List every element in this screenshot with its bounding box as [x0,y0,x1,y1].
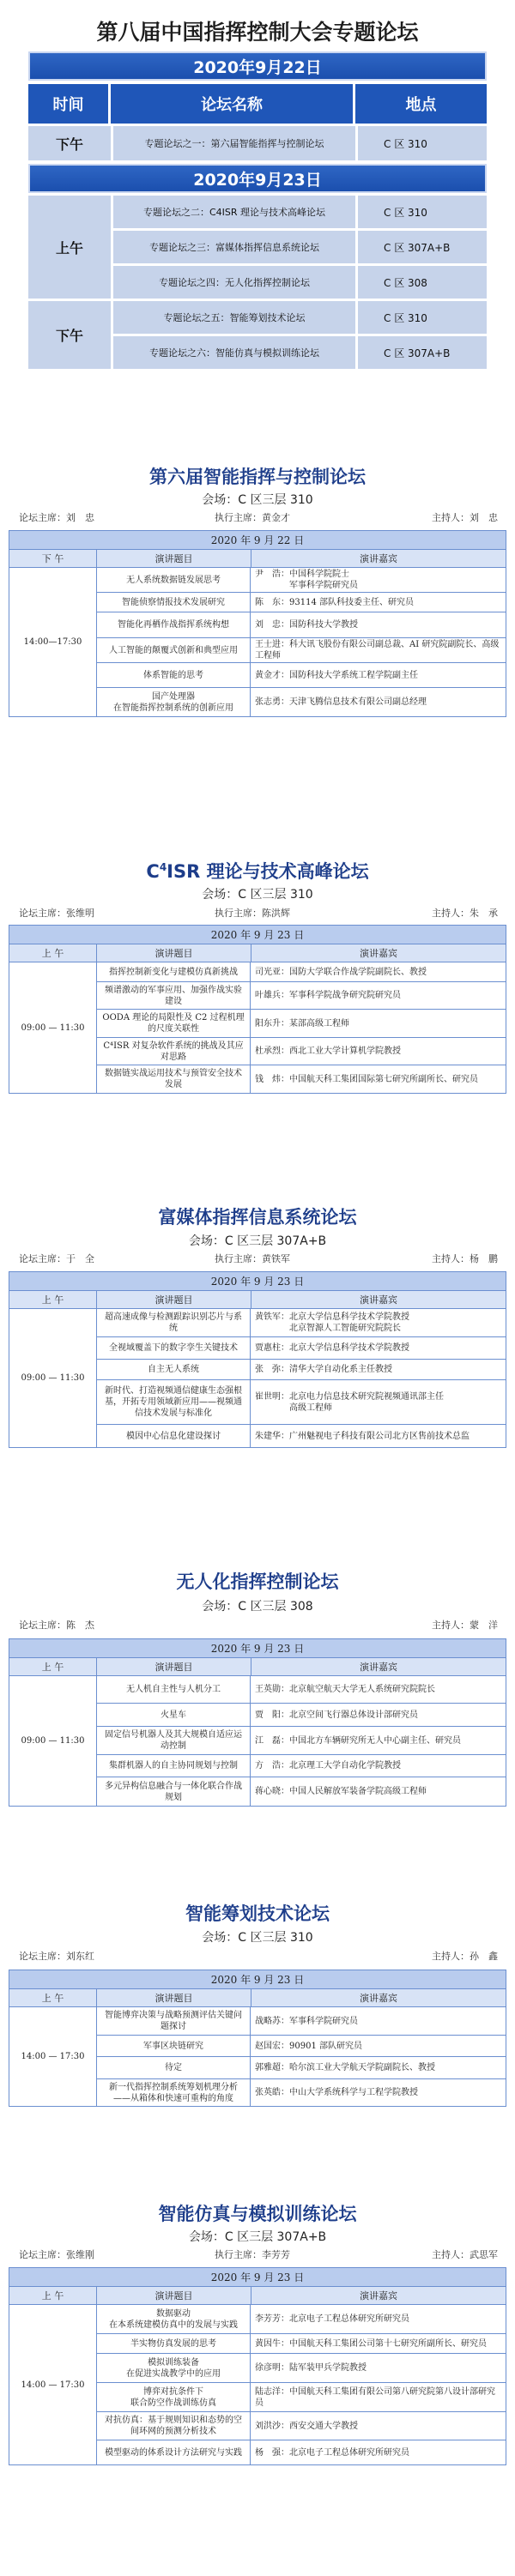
page-title: 第八届中国指挥控制大会专题论坛 [96,20,419,45]
schedule-rows [97,962,506,1093]
forum-chair: 论坛主席：刘 忠 [19,512,94,523]
forum-chair: 论坛主席：于 全 [19,1253,94,1264]
header-speaker: 演讲嘉宾 [360,1662,397,1673]
table-row [97,1676,506,1704]
talk-speaker: 李芳芳：北京电子工程总体研究所研究员 [255,2314,409,2324]
header-session: 上 午 [9,1291,97,1308]
talk-speaker: 钱 炜：中国航天科工集团国际第七研究所副所长、研究员 [255,1074,478,1084]
schedule-header [9,2287,506,2305]
schedule-table [9,1970,506,2107]
forum-title: 智能筹划技术论坛 [185,1903,330,1924]
forum-chair: 论坛主席：陈 杰 [19,1620,94,1631]
table-row [97,1360,506,1380]
forum-hosts [9,906,506,923]
talk-topic: 对抗仿真：基于规则知识和态势的空间环网的预测分析技术 [97,2412,251,2440]
table-row [97,982,506,1010]
talk-topic: 自主无人系统 [97,1360,251,1379]
table-row [97,1425,506,1447]
schedule-body [9,1309,506,1447]
overview-place: C 区 310 [358,301,487,334]
forum-host: 主持人：武思军 [432,2249,498,2260]
talk-topic: 智能化再栖作战指挥系统构想 [97,612,251,637]
table-row [97,688,506,716]
talk-topic: 频谱激动的军事应用、加强作战实验建设 [97,982,251,1009]
overview-date-2: 2020年9月23日 [28,164,487,193]
table-row [97,568,506,593]
table-row [97,638,506,663]
schedule-rows [97,2305,506,2464]
schedule-body [9,2305,506,2464]
session-time: 09:00 — 11:30 [9,962,97,1093]
forum-title: 第六届智能指挥与控制论坛 [149,467,366,487]
header-topic: 演讲题目 [97,2287,251,2304]
table-row [97,612,506,638]
header-session: 上 午 [9,944,97,962]
schedule-header [9,1658,506,1676]
forum-title: 富媒体指挥信息系统论坛 [158,1207,357,1228]
talk-topic: 集群机器人的自主协同规划与控制 [97,1755,251,1777]
header-forum: 论坛名称 [111,84,355,124]
session-time: 14:00—17:30 [9,568,97,716]
schedule-table [9,530,506,717]
forum-hosts [9,1949,506,1966]
overview-forum-name: 专题论坛之四：无人化指挥控制论坛 [113,266,355,299]
talk-speaker: 刘 忠：国防科技大学教授 [255,620,358,630]
forum-title [0,858,515,884]
talk-topic: 指挥控制新变化与建模仿真新挑战 [97,962,251,981]
table-row [97,1309,506,1337]
header-speaker: 演讲嘉宾 [360,948,397,959]
overview-row [113,301,487,334]
talk-speaker: 阳东升：某部高级工程师 [255,1018,349,1029]
talk-speaker: 刘洪沙：西安交通大学教授 [255,2421,358,2431]
forum-title-rest: ISR 理论与技术高峰论坛 [167,861,369,882]
header-speaker: 演讲嘉宾 [360,553,397,564]
talk-topic: 智能侦察情报技术发展研究 [97,593,251,612]
header-time: 时间 [28,84,111,124]
overview-forum-name: 专题论坛之三：富媒体指挥信息系统论坛 [113,231,355,263]
header-topic: 演讲题目 [97,1291,251,1308]
talk-speaker: 叶雄兵：军事科学院战争研究院研究员 [255,991,401,1000]
table-row [97,2057,506,2079]
talk-topic: 无人机自主性与人机分工 [97,1676,251,1703]
talk-topic: 智能博弈决策与战略预测评估关键问题探讨 [97,2007,251,2035]
schedule-date: 2020 年 9 月 23 日 [9,2268,506,2287]
talk-speaker: 王士进：科大讯飞股份有限公司副总裁、AI 研究院副院长、高级工程师 [255,640,500,661]
table-row [97,2305,506,2334]
overview-place: C 区 308 [358,266,487,299]
header-topic: 演讲题目 [97,944,251,962]
forum-venue: 会场：C 区三层 308 [202,1600,313,1614]
schedule-body [9,1676,506,1806]
session-time: 09:00 — 11:30 [9,1309,97,1447]
header-session: 上 午 [9,1989,97,2006]
table-row [97,962,506,982]
talk-speaker: 崔世明：北京电力信息技术研究院视频通讯部主任 高级工程师 [255,1391,444,1413]
header-speaker: 演讲嘉宾 [360,1993,397,2004]
talk-speaker: 郭雅超：哈尔滨工业大学航天学院副院长、教授 [255,2063,435,2072]
schedule-table [9,925,506,1094]
table-row [97,1380,506,1425]
schedule-date: 2020 年 9 月 23 日 [9,1272,506,1291]
talk-topic: 新一代指挥控制系统筹划机理分析——从箱体和快速可重构的角度 [97,2079,251,2106]
forum-title-main: C [146,861,160,882]
overview-row [113,231,487,263]
forum-host: 主持人：朱 承 [432,908,498,919]
schedule-rows [97,1309,506,1447]
talk-speaker: 陈 东：93114 部队科技委主任、研究员 [255,597,414,607]
overview-forum-name: 专题论坛之五：智能筹划技术论坛 [113,301,355,334]
forum-venue: 会场：C 区三层 307A+B [188,2230,327,2244]
forum-host: 主持人：孙 鑫 [432,1951,498,1962]
talk-speaker: 张 弥：清华大学自动化系主任教授 [255,1365,392,1374]
table-row [97,1337,506,1360]
forum-chair: 论坛主席：张维刚 [19,2249,94,2260]
talk-speaker: 战略苏：军事科学院研究员 [255,2016,358,2026]
table-row [97,2440,506,2464]
session-time: 14:00 — 17:30 [9,2007,97,2106]
session-time: 14:00 — 17:30 [9,2305,97,2464]
session-time: 09:00 — 11:30 [9,1676,97,1806]
schedule-header [9,550,506,568]
table-row [97,1727,506,1755]
talk-speaker: 尹 浩：中国科学院院士 军事科学院研究员 [255,570,358,590]
schedule-date: 2020 年 9 月 23 日 [9,1639,506,1658]
talk-topic: OODA 理论的局限性及 C2 过程机理的尺度关联性 [97,1010,251,1037]
schedule-body [9,2007,506,2106]
schedule-date: 2020 年 9 月 22 日 [9,531,506,550]
talk-speaker: 黄金才：国防科技大学系统工程学院副主任 [255,670,418,680]
talk-topic: C⁴ISR 对复杂软件系统的挑战及其应对思路 [97,1038,251,1065]
table-row [97,1010,506,1038]
forum-exec-chair: 执行主席：陈洪辉 [215,908,290,919]
schedule-body [9,568,506,716]
table-row [97,1038,506,1065]
forum-hosts [9,1252,506,1269]
talk-topic: 国产处理器 在智能指挥控制系统的创新应用 [97,688,251,716]
header-topic: 演讲题目 [97,1658,251,1675]
talk-topic: 体系智能的思考 [97,663,251,687]
forum-venue: 会场：C 区三层 307A+B [188,1234,327,1248]
table-row [97,2079,506,2106]
forum-venue: 会场：C 区三层 310 [202,493,313,507]
header-session: 下 午 [9,550,97,567]
talk-speaker: 徐彦明：陆军装甲兵学院教授 [255,2363,367,2373]
schedule-rows [97,568,506,716]
talk-speaker: 贾 阳：北京空间飞行器总体设计部研究员 [255,1710,418,1720]
overview-place: C 区 310 [358,196,487,228]
schedule-table [9,1271,506,1448]
talk-speaker: 赵国宏：90901 部队研究员 [255,2041,362,2051]
talk-topic: 数据链实战运用技术与预管安全技术发展 [97,1065,251,1093]
forum-title: 智能仿真与模拟训练论坛 [158,2204,357,2224]
talk-speaker: 张英皓：中山大学系统科学与工程学院教授 [255,2088,418,2097]
talk-topic: 固定信号机器人及其大规模自适应运动控制 [97,1727,251,1754]
talk-speaker: 杜承烈：西北工业大学计算机学院教授 [255,1047,401,1056]
talk-topic: 超高速成像与检测跟踪识别芯片与系统 [97,1309,251,1336]
overview-forum-name: 专题论坛之二：C4ISR 理论与技术高峰论坛 [113,196,355,228]
talk-speaker: 黄因牛：中国航天科工集团公司第十七研究所副所长、研究员 [255,2338,487,2349]
talk-speaker: 张志勇：天津飞腾信息技术有限公司副总经理 [255,697,427,707]
forum-venue: 会场：C 区三层 310 [202,1931,313,1945]
header-place: 地点 [355,84,487,124]
header-session: 上 午 [9,1658,97,1675]
forum-exec-chair: 执行主席：李芳芳 [215,2249,290,2260]
talk-topic: 人工智能的颠覆式创新和典型应用 [97,638,251,662]
header-speaker: 演讲嘉宾 [360,1294,397,1306]
table-row [97,1704,506,1727]
forum-venue: 会场：C 区三层 310 [202,888,313,902]
schedule-date: 2020 年 9 月 23 日 [9,1970,506,1989]
schedule-table [9,2267,506,2465]
overview-row [113,196,487,228]
overview-group-morning [28,196,487,299]
talk-topic: 待定 [97,2057,251,2078]
schedule-body [9,962,506,1093]
overview-table [28,51,487,369]
overview-place: C 区 307A+B [358,336,487,369]
table-row [97,2354,506,2383]
table-row [97,2007,506,2036]
overview-row [28,126,487,160]
schedule-rows [97,1676,506,1806]
forum-chair: 论坛主席：刘东红 [19,1951,94,1962]
talk-topic: 火星车 [97,1704,251,1726]
header-topic: 演讲题目 [97,550,251,567]
overview-date-1: 2020年9月22日 [28,51,487,81]
forum-hosts [9,1618,506,1635]
talk-topic: 半实物仿真发展的思考 [97,2334,251,2353]
table-row [97,1755,506,1777]
overview-time-afternoon-2: 下午 [28,301,111,369]
schedule-header [9,1989,506,2007]
forum-hosts [9,2247,506,2265]
talk-speaker: 朱建华：广州魅视电子科技有限公司北方区售前技术总监 [255,1431,470,1441]
forum-title: 无人化指挥控制论坛 [176,1572,339,1592]
forum-host: 主持人：蒙 洋 [432,1620,498,1631]
forum-chair: 论坛主席：张维明 [19,908,94,919]
talk-topic: 博弈对抗条件下 联合防空作战训练仿真 [97,2383,251,2411]
talk-speaker: 黄铁军：北京大学信息科学技术学院教授 北京智源人工智能研究院院长 [255,1312,409,1333]
talk-topic: 新时代、打造视频通信健康生态强根基，开拓专用领域新应用——视频通信技术发展与标准化 [97,1380,251,1424]
talk-topic: 军事区块链研究 [97,2036,251,2056]
schedule-header [9,944,506,962]
talk-speaker: 司光亚：国防大学联合作战学院副院长、教授 [255,967,427,977]
table-row [97,2036,506,2057]
talk-speaker: 江 磊：中国北方车辆研究所无人中心副主任、研究员 [255,1735,461,1746]
table-row [97,663,506,688]
overview-forum-name: 专题论坛之一：第六届智能指挥与控制论坛 [113,126,355,160]
talk-speaker: 贾惠柱：北京大学信息科学技术学院教授 [255,1343,409,1353]
forum-host: 主持人：刘 忠 [432,512,498,523]
talk-speaker: 杨 强：北京电子工程总体研究所研究员 [255,2447,409,2458]
overview-header [28,84,487,124]
talk-topic: 模型驱动的体系设计方法研究与实践 [97,2440,251,2464]
header-speaker: 演讲嘉宾 [360,2290,397,2302]
talk-topic: 模因中心信息化建设探讨 [97,1425,251,1447]
forum-host: 主持人：杨 鹏 [432,1253,498,1264]
header-session: 上 午 [9,2287,97,2304]
schedule-date: 2020 年 9 月 23 日 [9,926,506,944]
talk-topic: 模拟训练装备 在促进实战教学中的应用 [97,2354,251,2382]
overview-forum-name: 专题论坛之六：智能仿真与模拟训练论坛 [113,336,355,369]
overview-row [113,266,487,299]
talk-speaker: 方 浩：北京理工大学自动化学院教授 [255,1761,401,1771]
talk-speaker: 陆志洋：中国航天科工集团有限公司第八研究院第八设计部研究员 [255,2386,495,2408]
overview-time-morning: 上午 [28,196,111,299]
table-row [97,2334,506,2354]
table-row [97,1065,506,1093]
overview-time-afternoon: 下午 [28,126,111,160]
talk-topic: 无人系统数据链发展思考 [97,568,251,592]
talk-topic: 数据驱动 在本系统建模仿真中的发展与实践 [97,2305,251,2333]
header-topic: 演讲题目 [97,1989,251,2006]
talk-speaker: 王英勋：北京航空航天大学无人系统研究院院长 [255,1685,435,1694]
forum-title-sup: 4 [159,861,167,873]
schedule-table [9,1638,506,1807]
forum-hosts [9,510,506,528]
overview-place: C 区 307A+B [358,231,487,263]
talk-speaker: 蒋心晓：中国人民解放军装备学院高级工程师 [255,1787,427,1796]
table-row [97,1777,506,1806]
table-row [97,2412,506,2440]
table-row [97,2383,506,2412]
table-row [97,593,506,612]
forum-exec-chair: 执行主席：黄金才 [215,512,290,523]
talk-topic: 全视域覆盖下的数字孪生关键技术 [97,1337,251,1359]
overview-group-afternoon [28,301,487,369]
forum-exec-chair: 执行主席：黄铁军 [215,1253,290,1264]
talk-topic: 多元异构信息融合与一体化联合作战规划 [97,1777,251,1806]
schedule-rows [97,2007,506,2106]
overview-place: C 区 310 [358,126,487,160]
overview-row [113,336,487,369]
schedule-header [9,1291,506,1309]
